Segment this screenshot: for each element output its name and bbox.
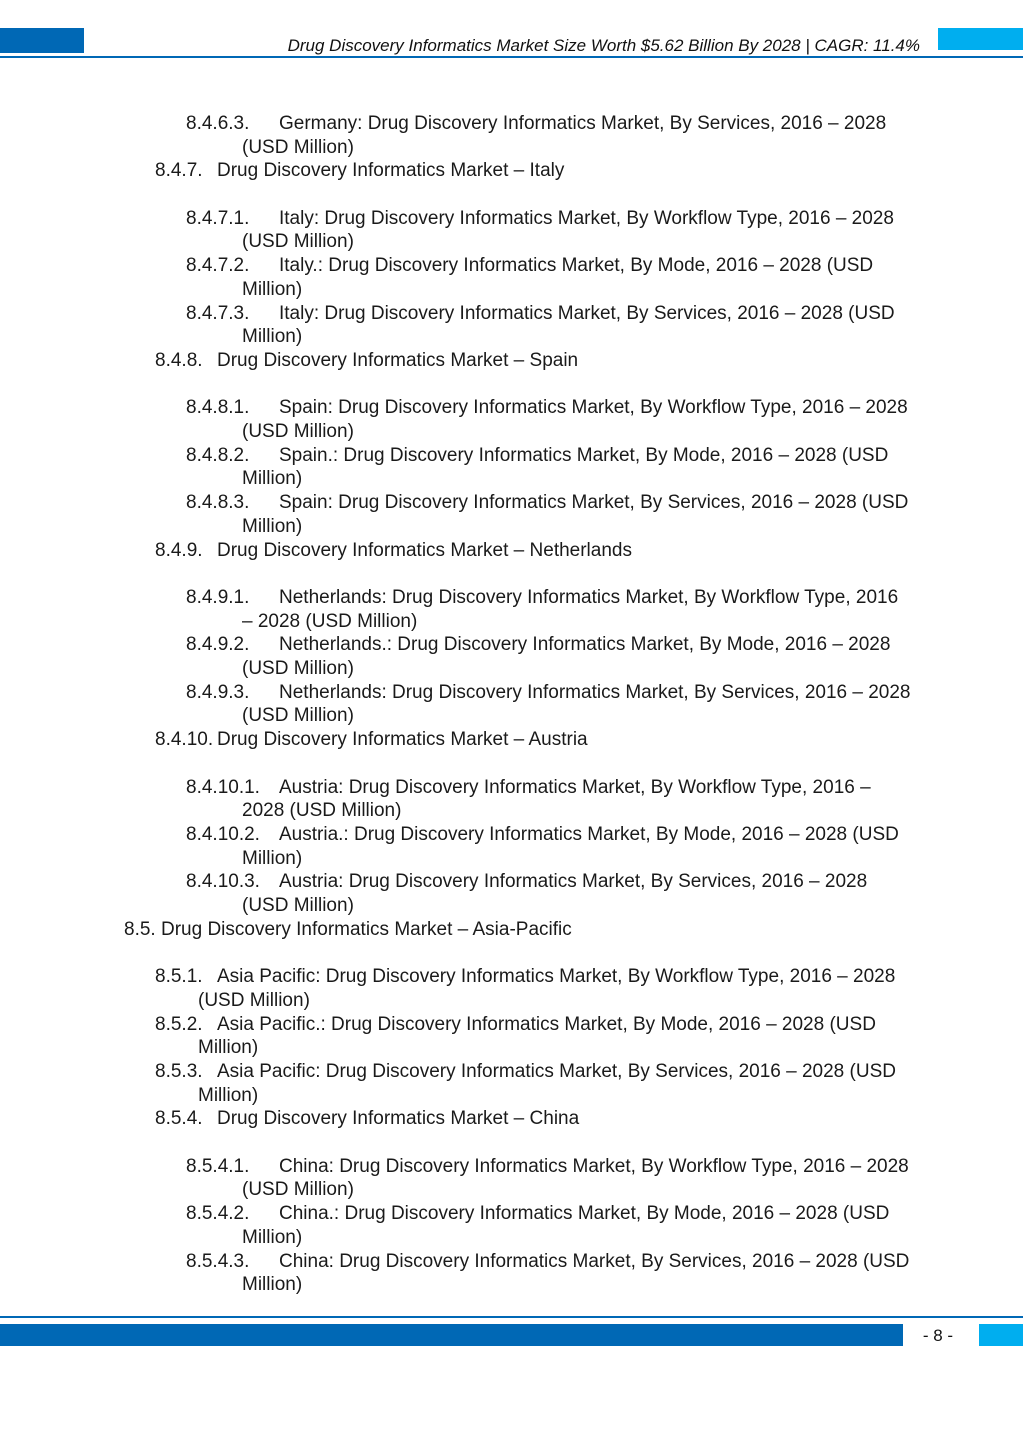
toc-entry-text: Italy: Drug Discovery Informatics Market, By Workflow Type, 2016 – 2028 — [279, 207, 894, 229]
footer-rule — [0, 1316, 1023, 1318]
toc-entry-text: Spain: Drug Discovery Informatics Market, By Services, 2016 – 2028 (USD — [279, 492, 909, 514]
toc-entry-text: Asia Pacific: Drug Discovery Informatics Market, By Workflow Type, 2016 – 2028 — [217, 966, 896, 988]
toc-entry — [155, 1107, 983, 1131]
toc-entry-text: Germany: Drug Discovery Informatics Market, By Services, 2016 – 2028 — [279, 113, 887, 134]
toc-entry-text: Drug Discovery Informatics Market – Asia-Pacific — [161, 918, 572, 940]
page-number: - 8 - — [922, 1326, 954, 1345]
toc-entry-text: Million) — [242, 326, 303, 348]
toc-entry-number: 8.4.8.1. — [186, 397, 250, 419]
toc-entry-number: 8.5.4.1. — [186, 1155, 250, 1177]
toc-entry-text: (USD Million) — [242, 421, 354, 443]
toc-entry-number: 8.4.8.2. — [186, 444, 250, 466]
toc-entry-number: 8.4.10.2. — [186, 824, 260, 845]
toc-entry — [186, 633, 983, 680]
toc-entry-number: 8.4.8. — [155, 350, 203, 371]
toc-entry — [186, 681, 983, 728]
toc-entry — [186, 396, 983, 443]
toc-entry-text: Spain.: Drug Discovery Informatics Market, By Mode, 2016 – 2028 (USD — [279, 444, 889, 466]
toc-entry-text: Million) — [198, 1084, 259, 1106]
toc-entry-number: 8.5.1. — [155, 966, 203, 988]
toc-entry-text: Million) — [242, 468, 303, 490]
toc-entry-text: Million) — [242, 1274, 303, 1296]
toc-entry-text: Austria: Drug Discovery Informatics Market, By Workflow Type, 2016 – — [279, 776, 871, 798]
toc-entry-text: Austria.: Drug Discovery Informatics Market, By Mode, 2016 – 2028 (USD — [279, 824, 899, 845]
toc-entry-text: Drug Discovery Informatics Market – Spain — [217, 350, 579, 371]
toc-entry — [186, 586, 983, 633]
toc-entry — [186, 491, 983, 538]
toc-entry — [155, 965, 983, 1012]
toc-entry — [186, 870, 983, 917]
toc-entry-text: (USD Million) — [242, 895, 354, 917]
toc-entry-text: Million) — [242, 515, 303, 537]
toc-entry — [155, 539, 983, 563]
toc-entry-text: Drug Discovery Informatics Market – Italy — [217, 160, 565, 182]
toc-entry-number: 8.4.10.3. — [186, 871, 260, 893]
toc-entry — [186, 254, 983, 301]
toc-entry — [186, 1155, 983, 1202]
toc-entry-number: 8.4.7.1. — [186, 207, 250, 229]
toc-entry — [155, 1013, 983, 1060]
toc-entry-number: 8.5. — [124, 918, 156, 940]
toc-entry-number: 8.4.9.1. — [186, 587, 250, 608]
toc-entry-number: 8.4.9.3. — [186, 681, 250, 703]
toc-entry — [155, 349, 983, 373]
toc-entry-number: 8.5.4.3. — [186, 1250, 250, 1272]
toc-entry-text: Drug Discovery Informatics Market – Netherlands — [217, 539, 632, 561]
toc-entry-number: 8.5.4. — [155, 1108, 203, 1130]
toc-entry — [186, 207, 983, 254]
toc-entry-number: 8.5.3. — [155, 1061, 203, 1082]
toc-entry-text: (USD Million) — [242, 658, 354, 680]
toc-entry-text: Million) — [242, 1226, 303, 1248]
toc-entry-text: Million) — [242, 278, 303, 300]
toc-entry-number: 8.5.4.2. — [186, 1203, 250, 1225]
toc-entry-number: 8.5.2. — [155, 1013, 203, 1035]
toc-entry-text: Million) — [242, 847, 303, 869]
toc-entry-text: (USD Million) — [242, 136, 354, 158]
toc-entry-text: Netherlands: Drug Discovery Informatics Market, By Services, 2016 – 2028 — [279, 681, 911, 703]
toc-entry-text: (USD Million) — [242, 231, 354, 253]
toc-entry-text: Drug Discovery Informatics Market – China — [217, 1108, 580, 1130]
toc-entry-text: – 2028 (USD Million) — [242, 610, 418, 632]
toc-entry-number: 8.4.6.3. — [186, 113, 250, 134]
toc-entry-number: 8.4.8.3. — [186, 492, 250, 514]
toc-entry-text: Netherlands: Drug Discovery Informatics Market, By Workflow Type, 2016 — [279, 587, 899, 608]
toc-entry-text: Italy.: Drug Discovery Informatics Market, By Mode, 2016 – 2028 (USD — [279, 255, 874, 277]
toc-entry-text: Drug Discovery Informatics Market – Austria — [217, 729, 588, 751]
toc-entry-number: 8.4.7. — [155, 160, 203, 182]
toc-entry-text: China.: Drug Discovery Informatics Market, By Mode, 2016 – 2028 (USD — [279, 1203, 890, 1225]
toc-entry — [155, 728, 983, 752]
footer-accent-right — [979, 1324, 1023, 1346]
toc-entry — [155, 1060, 983, 1107]
toc-entry — [186, 444, 983, 491]
toc-entry-text: Austria: Drug Discovery Informatics Market, By Services, 2016 – 2028 — [279, 871, 868, 893]
toc-entry-number: 8.4.7.2. — [186, 255, 250, 277]
toc-entry-text: China: Drug Discovery Informatics Market, By Workflow Type, 2016 – 2028 — [279, 1155, 909, 1177]
toc-entry-text: Asia Pacific.: Drug Discovery Informatics Market, By Mode, 2016 – 2028 (USD — [217, 1013, 876, 1035]
toc-entry — [186, 823, 983, 870]
footer-accent-left — [0, 1324, 903, 1346]
toc-entry — [186, 776, 983, 823]
toc-entry-text: Italy: Drug Discovery Informatics Market, By Services, 2016 – 2028 (USD — [279, 302, 895, 324]
toc-entry-text: China: Drug Discovery Informatics Market, By Services, 2016 – 2028 (USD — [279, 1250, 910, 1272]
toc-entry — [186, 1250, 983, 1297]
toc-entry-number: 8.4.10.1. — [186, 776, 260, 798]
toc-entry-number: 8.4.7.3. — [186, 302, 250, 324]
toc-entry — [186, 302, 983, 349]
toc-entry-text: Netherlands.: Drug Discovery Informatics Market, By Mode, 2016 – 2028 — [279, 634, 891, 656]
page-header-title: Drug Discovery Informatics Market Size Worth $5.62 Billion By 2028 | CAGR: 11.4% — [287, 36, 920, 55]
toc-entry-number: 8.4.10. — [155, 729, 214, 751]
toc-entry-text: 2028 (USD Million) — [242, 800, 402, 822]
toc-entry-text: Spain: Drug Discovery Informatics Market, By Workflow Type, 2016 – 2028 — [279, 397, 908, 419]
toc-entry-text: Asia Pacific: Drug Discovery Informatics Market, By Services, 2016 – 2028 (USD — [217, 1061, 896, 1082]
toc-entry-text: (USD Million) — [242, 705, 354, 727]
toc-entry-text: Million) — [198, 1037, 259, 1059]
toc-entry — [124, 918, 983, 942]
toc-entry-text: (USD Million) — [242, 1179, 354, 1201]
toc-entry-number: 8.4.9.2. — [186, 634, 250, 656]
toc-entry-text: (USD Million) — [198, 989, 310, 1011]
toc-entry — [186, 112, 983, 159]
toc-entry — [186, 1202, 983, 1249]
toc-entry — [155, 159, 983, 183]
toc-entry-number: 8.4.9. — [155, 539, 203, 561]
